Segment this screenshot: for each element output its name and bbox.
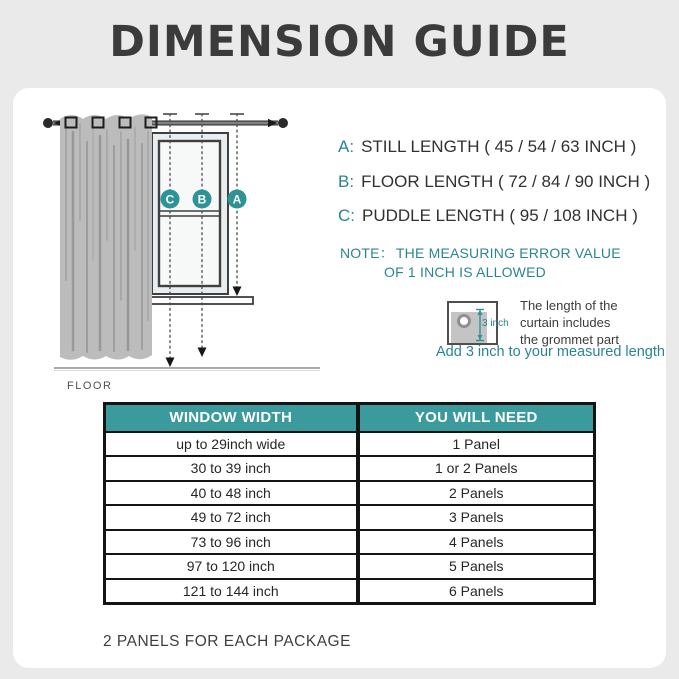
curtain-panel bbox=[60, 114, 157, 359]
grommet-desc-line-1: The length of the bbox=[520, 298, 618, 313]
spec-a-prefix: A: bbox=[338, 137, 355, 156]
spec-floor-length bbox=[338, 172, 650, 192]
spec-c-prefix: C: bbox=[338, 206, 355, 225]
measurement-badges bbox=[161, 190, 247, 209]
table-row bbox=[105, 481, 595, 506]
header-window-width: WINDOW WIDTH bbox=[105, 404, 358, 432]
header-you-will-need: YOU WILL NEED bbox=[358, 404, 595, 432]
width-cell: 49 to 72 inch bbox=[105, 505, 358, 530]
panel-size-table bbox=[103, 402, 596, 605]
table-row bbox=[105, 505, 595, 530]
panels-cell: 6 Panels bbox=[358, 579, 595, 604]
note-line-2: OF 1 INCH IS ALLOWED bbox=[384, 264, 546, 280]
panels-cell: 2 Panels bbox=[358, 481, 595, 506]
curtain-diagram bbox=[30, 100, 342, 400]
floor-line bbox=[54, 368, 320, 371]
width-cell: 30 to 39 inch bbox=[105, 456, 358, 481]
grommet-ring-icon bbox=[457, 314, 471, 328]
width-cell: 40 to 48 inch bbox=[105, 481, 358, 506]
package-note: 2 PANELS FOR EACH PACKAGE bbox=[103, 633, 351, 650]
window-illustration bbox=[152, 133, 228, 294]
note-text-1: THE MEASURING ERROR VALUE bbox=[395, 245, 621, 261]
table-row bbox=[105, 579, 595, 604]
note-label: NOTE： bbox=[340, 245, 394, 261]
table-header-row bbox=[105, 404, 595, 432]
floor-label: FLOOR bbox=[67, 380, 113, 392]
spec-puddle-length bbox=[338, 206, 638, 226]
spec-b-text: FLOOR LENGTH ( 72 / 84 / 90 INCH ) bbox=[361, 172, 651, 191]
panels-cell: 3 Panels bbox=[358, 505, 595, 530]
badge-a: A bbox=[232, 192, 242, 207]
grommet-desc-line-2: curtain includes bbox=[520, 315, 611, 330]
panels-cell: 1 Panel bbox=[358, 432, 595, 457]
width-cell: 73 to 96 inch bbox=[105, 530, 358, 555]
window-sill bbox=[149, 297, 253, 304]
spec-b-prefix: B: bbox=[338, 172, 355, 191]
page-title: DIMENSION GUIDE bbox=[109, 17, 570, 67]
width-cell: 97 to 120 inch bbox=[105, 554, 358, 579]
badge-b: B bbox=[197, 192, 207, 207]
grommet-tip: Add 3 inch to your measured length bbox=[436, 344, 665, 360]
grommet-measure-label: 3 inch bbox=[482, 318, 509, 329]
spec-still-length bbox=[338, 137, 636, 157]
panels-cell: 5 Panels bbox=[358, 554, 595, 579]
grommet-description bbox=[520, 297, 619, 348]
panels-cell: 4 Panels bbox=[358, 530, 595, 555]
width-cell: up to 29inch wide bbox=[105, 432, 358, 457]
grommet-diagram bbox=[447, 301, 509, 345]
table-row bbox=[105, 456, 595, 481]
panels-cell: 1 or 2 Panels bbox=[358, 456, 595, 481]
badge-c: C bbox=[165, 192, 175, 207]
table-row bbox=[105, 554, 595, 579]
spec-a-text: STILL LENGTH ( 45 / 54 / 63 INCH ) bbox=[361, 137, 637, 156]
table-row bbox=[105, 530, 595, 555]
grommet-desc-line-3: the grommet part bbox=[520, 332, 619, 347]
width-cell: 121 to 144 inch bbox=[105, 579, 358, 604]
note-line-1 bbox=[340, 243, 621, 263]
table-row bbox=[105, 432, 595, 457]
spec-c-text: PUDDLE LENGTH ( 95 / 108 INCH ) bbox=[362, 206, 638, 225]
